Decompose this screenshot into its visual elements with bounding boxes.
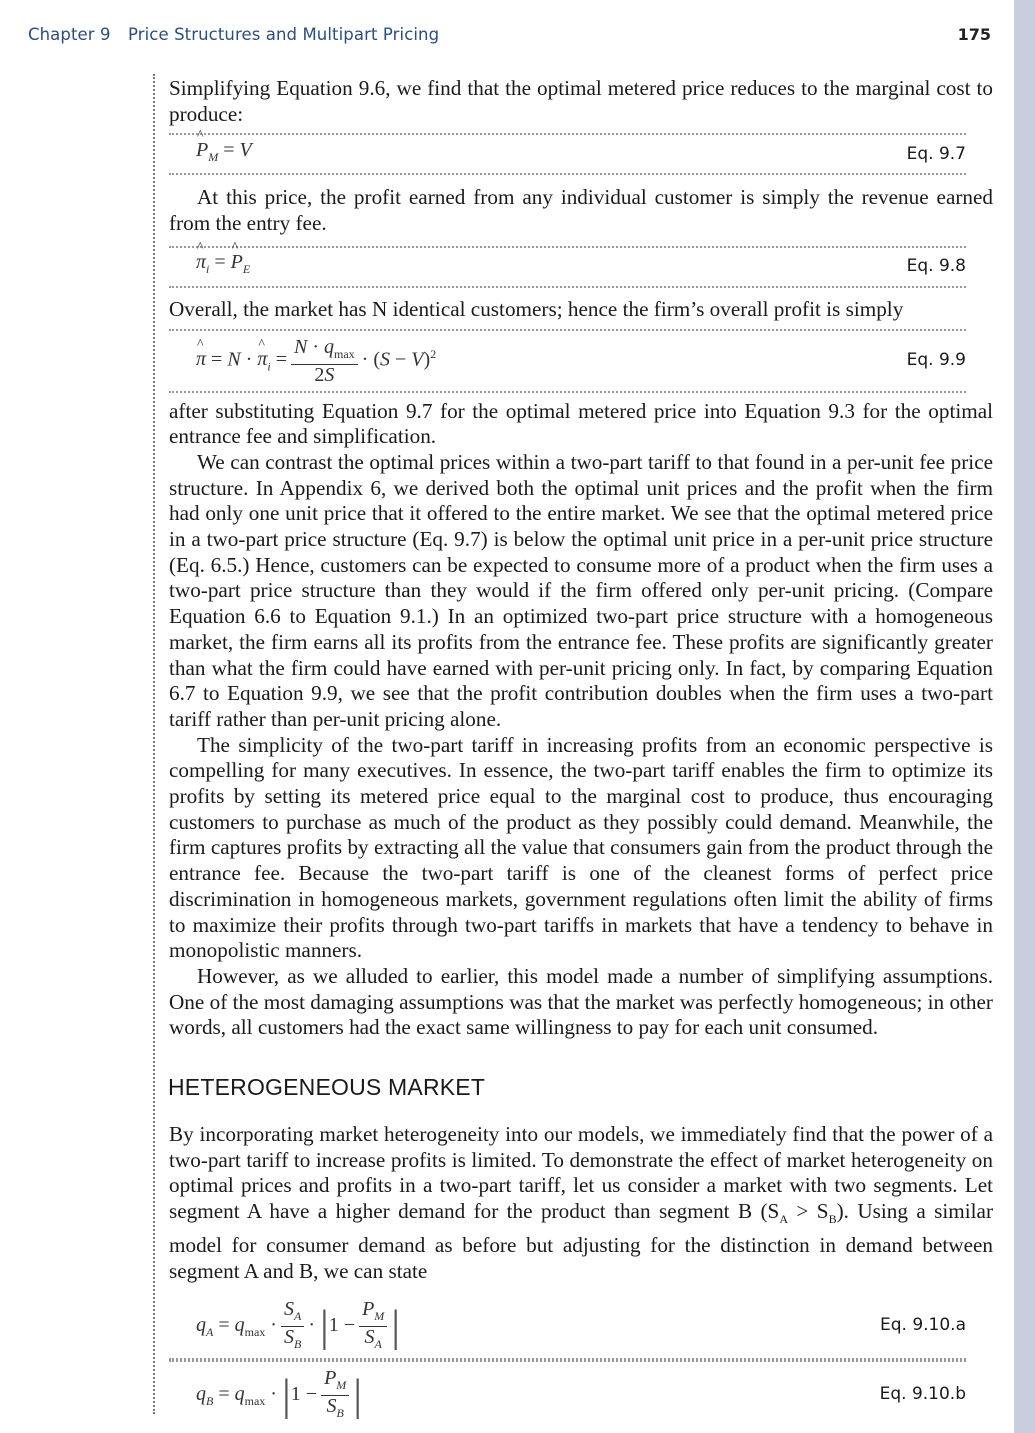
equation-9-10b — [169, 1360, 966, 1428]
equation-9-9-formula: ^ π = N · ^ $\pi_i$ = $\frac{N \cdot q_{max}}{2S}$ · $(S - V)^2$ — [196, 337, 436, 385]
paragraph-8-part-a: By incorporating market heterogeneity into our models, we immediately find that the power of a two-part tariff to increase profits is limited. To demonstrate the effect of market heterogeneity on optimal prices and profits in a two-part tariff, let us consider a market with two segments. Let segment A have a higher demand for the product than segment B (S — [169, 1121, 993, 1223]
paragraph-8-part-b: ). Using a similar model for consumer demand as before but adjusting for the distinction in demand between segment A and B, we can state — [169, 1198, 993, 1283]
paragraph-4: after substituting Equation 9.7 for the optimal metered price into Equation 9.3 for the optimal entrance fee and simplification. — [169, 398, 993, 449]
paragraph-5: We can contrast the optimal prices within a two-part tariff to that found in a per-unit fee price structure. In Appendix 6, we derived both the optimal unit prices and the profit when the firm had only one unit price that it offered to the entire market. We see that the optimal metered price in a two-part price structure (Eq. 9.7) is below the optimal unit price in a per-unit price structure (Eq. 6.5.) Hence, customers can be expected to consume more of a product when the firm uses a two-part price structure than they would if the firm offered only per-unit pricing. (Compare Equation 6.6 to Equation 9.1.) In an optimized two-part price structure with a homogeneous market, the firm earns all its profits from the entrance fee. These profits are significantly greater than what the firm could have earned with per-unit pricing only. In fact, by comparing Equation 6.7 to Equation 9.9, we see that the profit contribution doubles when the firm uses a two-part tariff rather than per-unit pricing alone. — [169, 449, 993, 731]
paragraph-8 — [169, 1122, 993, 1284]
equation-9-7 — [169, 133, 966, 175]
chapter-title: Price Structures and Multipart Pricing — [127, 25, 440, 44]
equation-9-7-formula: ^ $P_M = V$ — [196, 138, 252, 171]
paragraph-8-sub-a: A — [779, 1212, 789, 1227]
paragraph-7: However, as we alluded to earlier, this model made a number of simplifying assumptions. One of the most damaging assumptions was that the market was perfectly homogeneous; in other words, all customers had the exact same willingness to pay for each unit consumed. — [169, 963, 993, 1040]
equation-9-10b-formula: $q_B = q_{max} \cdot |1$ − $\frac{P_M}{S_B}$ | — [196, 1366, 363, 1420]
paragraph-3: Overall, the market has N identical customers; hence the firm’s overall profit is simply — [169, 296, 904, 321]
equation-9-7-label: Eq. 9.7 — [906, 143, 966, 164]
section-heading: HETEROGENEOUS MARKET — [168, 1074, 486, 1101]
running-header — [28, 25, 439, 44]
paragraph-8-gt: > S — [788, 1198, 829, 1223]
chapter-label: Chapter 9 — [28, 25, 111, 44]
paragraph-1: Simplifying Equation 9.6, we find that the optimal metered price reduces to the marginal cost to produce: — [169, 76, 993, 126]
equation-9-9 — [169, 329, 966, 393]
equation-9-8-formula: ^ $\pi_i$ = ^ $P_E$ — [196, 250, 250, 283]
equation-9-8-label: Eq. 9.8 — [906, 255, 966, 276]
margin-dotted-rule — [153, 74, 155, 1414]
equation-9-8 — [169, 246, 966, 288]
paragraph-6: The simplicity of the two-part tariff in increasing profits from an economic perspective is compelling for many executives. In essence, the two-part tariff enables the firm to optimize its profits by setting its metered price equal to the marginal cost to produce, thus encouraging customers to purchase as much of the product as they possibly could demand. Meanwhile, the firm captures profits by extracting all the value that consumers gain from the product through the entrance fee. Because the two-part tariff is one of the cleanest forms of perfect price discrimination in homogeneous markets, government regulations often limit the ability of firms to maximize their profits through two-part tariffs in markets that have a tendency to behave in monopolistic manners. — [169, 732, 993, 963]
equation-9-10a-label: Eq. 9.10.a — [879, 1315, 966, 1336]
paragraph-8-sub-b: B — [828, 1212, 837, 1227]
page-body — [169, 76, 993, 1428]
paragraph-2: At this price, the profit earned from any individual customer is simply the revenue earned from the entry fee. — [169, 185, 993, 236]
equation-9-10a-formula: $q_A = q_{max}$ · $\frac{S_A}{S_B}$ · |1 − $\frac{P_M}{S_A}$ | — [196, 1297, 401, 1351]
equation-9-10a — [169, 1294, 966, 1360]
page-edge-strip — [1014, 0, 1035, 1433]
page-number: 175 — [957, 25, 991, 44]
equation-9-10b-label: Eq. 9.10.b — [879, 1384, 966, 1405]
equation-9-9-label: Eq. 9.9 — [906, 349, 966, 370]
